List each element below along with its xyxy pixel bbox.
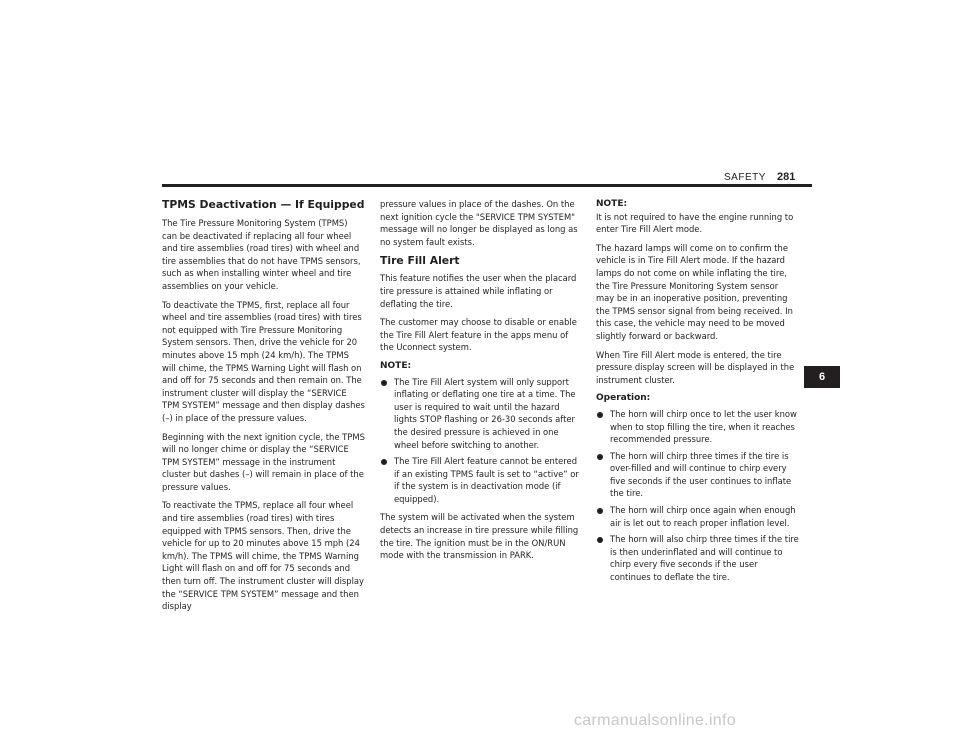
header-rule <box>162 184 812 187</box>
paragraph: The customer may choose to disable or enable the Tire Fill Alert feature in the apps menu of the Uconnect system. <box>380 317 577 353</box>
note-list <box>380 376 583 506</box>
paragraph: To deactivate the TPMS, first, replace all four wheel and tire assemblies (road tires) with tires not equipped with Tire Pressure Monitoring System sensors. Then, drive the vehicle for 20 minutes above 15 mph (24 km/h). The TPMS will chime, the TPMS Warning Light will flash on and off for 75 seconds and then remain on. The instrument cluster will display the “SERVICE TPM SYSTEM” message and then display dashes (–) in place of the pressure values. <box>162 299 365 423</box>
page-number: 281 <box>777 171 796 183</box>
paragraph: Beginning with the next ignition cycle, the TPMS will no longer chime or display the “SERVICE TPM SYSTEM” message in the instrument cluster but dashes (–) will remain in place of the pressure values. <box>162 431 365 492</box>
paragraph: The system will be activated when the system detects an increase in tire pressure while filling the tire. The ignition must be in the ON/RUN mode with the transmission in PARK. <box>380 512 579 561</box>
list-item: The Tire Fill Alert feature cannot be entered if an existing TPMS fault is set to “active” or if the system is in deactivation mode (if equipped). <box>380 455 583 505</box>
paragraph: When Tire Fill Alert mode is entered, the tire pressure display screen will be displayed in the instrument cluster. <box>596 349 795 385</box>
list-item: The Tire Fill Alert system will only support inflating or deflating one tire at a time. The user is required to wait until the hazard lights STOP flashing or 26-30 seconds after the desired pressure is achieved in one wheel before switching to another. <box>380 376 583 452</box>
list-item: The horn will chirp three times if the tire is over-filled and will continue to chirp every five seconds if the user continues to inflate the tire. <box>596 450 799 500</box>
heading-tpms-deactivation: TPMS Deactivation — If Equipped <box>162 198 365 211</box>
paragraph: pressure values in place of the dashes. On the next ignition cycle the "SERVICE TPM SYSTEM" message will no longer be displayed as long as no system fault exists. <box>380 199 578 247</box>
section-title: SAFETY <box>724 172 766 183</box>
list-item: The horn will chirp once again when enough air is let out to reach proper inflation level. <box>596 504 799 529</box>
watermark: carmanualsonline.info <box>574 712 736 729</box>
operation-list <box>596 408 799 584</box>
paragraph: The hazard lamps will come on to confirm the vehicle is in Tire Fill Alert mode. If the hazard lamps do not come on while inflating the tire, the Tire Pressure Monitoring System sensor may be in an inoperative position, preventing the TPMS sensor signal from being received. In this case, the vehicle may need to be moved slightly forward or backward. <box>596 242 793 341</box>
paragraph: To reactivate the TPMS, replace all four wheel and tire assemblies (road tires) with tires equipped with TPMS sensors. Then, drive the vehicle for up to 20 minutes above 15 mph (24 km/h). The TPMS will chime, the TPMS Warning Light will flash on and off for 75 seconds and then turn off. The instrument cluster will display the “SERVICE TPM SYSTEM” message and then display <box>162 500 365 612</box>
list-item: The horn will also chirp three times if the tire is then underinflated and will continue to chirp every five seconds if the user continues to deflate the tire. <box>596 533 799 583</box>
operation-label: Operation: <box>596 393 651 404</box>
column-3 <box>596 198 799 590</box>
column-1 <box>162 198 365 619</box>
note-label: NOTE: <box>380 360 412 371</box>
note-text: It is not required to have the engine running to enter Tire Fill Alert mode. <box>596 211 794 235</box>
heading-tire-fill-alert: Tire Fill Alert <box>380 254 460 268</box>
paragraph: The Tire Pressure Monitoring System (TPMS) can be deactivated if replacing all four wheel and tire assemblies (road tires) with wheel and tire assemblies that do not have TPMS sensors, such as when installing winter wheel and tire assemblies on your vehicle. <box>162 218 361 291</box>
paragraph: This feature notifies the user when the placard tire pressure is attained while inflating or deflating the tire. <box>380 273 577 309</box>
note-label: NOTE: <box>596 199 628 209</box>
chapter-tab: 6 <box>804 366 840 388</box>
list-item: The horn will chirp once to let the user know when to stop filling the tire, when it reaches recommended pressure. <box>596 408 799 446</box>
column-2 <box>380 198 583 568</box>
